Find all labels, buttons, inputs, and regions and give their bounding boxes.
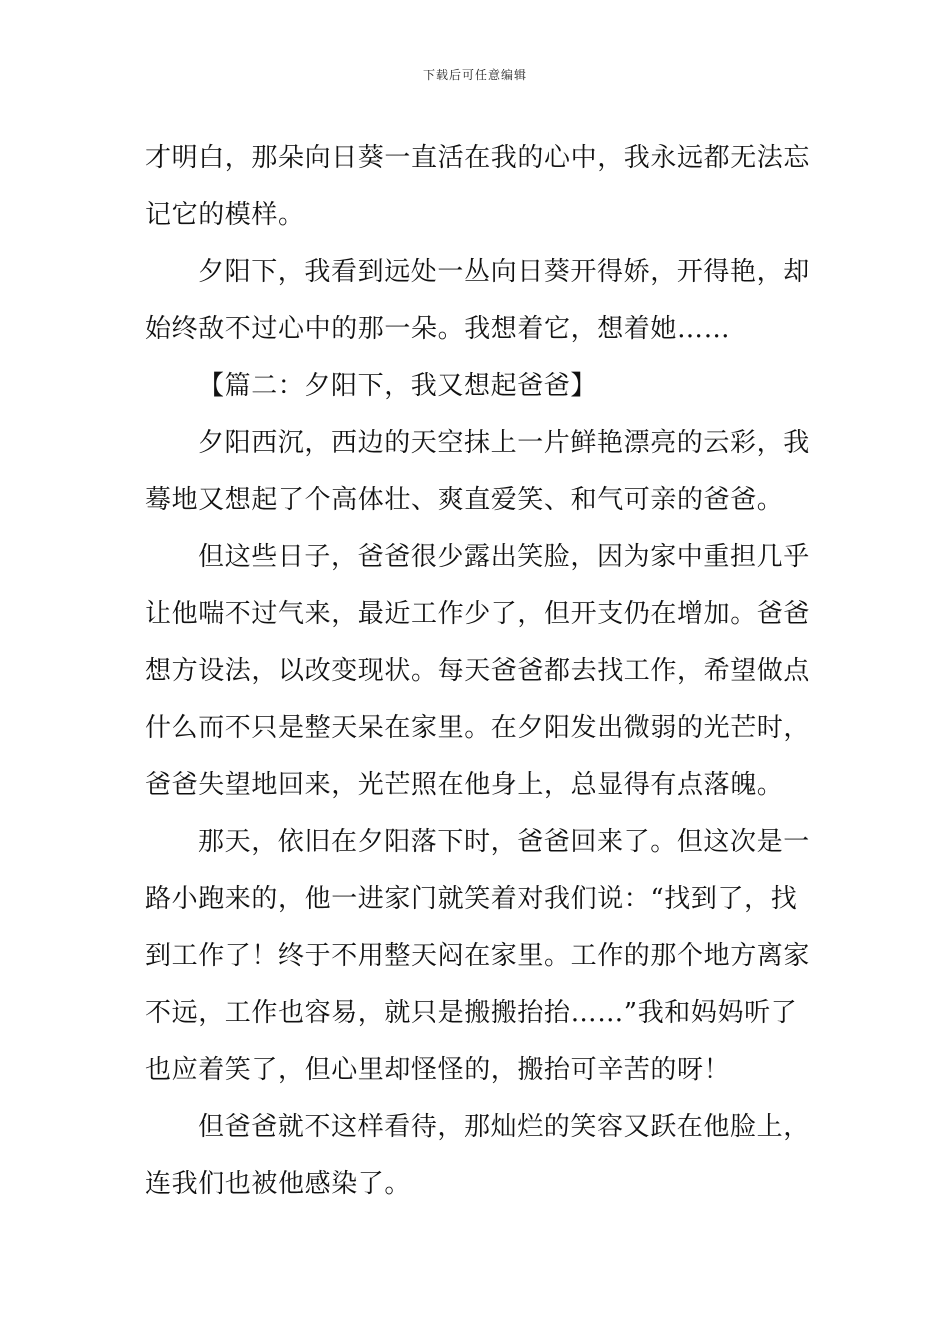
text-line: 那天，依旧在夕阳落下时，爸爸回来了。但这次是一 bbox=[198, 827, 810, 857]
text-line: 夕阳西沉，西边的天空抹上一片鲜艳漂亮的云彩，我 bbox=[198, 428, 810, 458]
text-line: 想方设法，以改变现状。每天爸爸都去找工作，希望做点 bbox=[145, 656, 811, 686]
text-line: 才明白，那朵向日葵一直活在我的心中，我永远都无法忘 bbox=[145, 143, 811, 173]
text-line: 不远，工作也容易，就只是搬搬抬抬……”我和妈妈听了 bbox=[145, 998, 798, 1028]
text-line: 什么而不只是整天呆在家里。在夕阳发出微弱的光芒时， bbox=[145, 713, 811, 743]
page-header: 下载后可任意编辑 bbox=[422, 68, 527, 82]
text-line: 始终敌不过心中的那一朵。我想着它，想着她…… bbox=[145, 314, 731, 344]
text-line: 让他喘不过气来，最近工作少了，但开支仍在增加。爸爸 bbox=[145, 599, 811, 629]
document-body bbox=[145, 130, 810, 1213]
text-line: 也应着笑了，但心里却怪怪的，搬抬可辛苦的呀！ bbox=[145, 1055, 731, 1085]
text-line: 蓦地又想起了个高体壮、爽直爱笑、和气可亲的爸爸。 bbox=[145, 485, 784, 515]
text-line: 到工作了！终于不用整天闷在家里。工作的那个地方离家 bbox=[145, 941, 811, 971]
section-title: 【篇二：夕阳下，我又想起爸爸】 bbox=[198, 371, 598, 401]
text-line: 夕阳下，我看到远处一丛向日葵开得娇，开得艳，却 bbox=[198, 257, 810, 287]
text-line: 但这些日子，爸爸很少露出笑脸，因为家中重担几乎 bbox=[198, 542, 810, 572]
text-line: 记它的模样。 bbox=[145, 200, 305, 230]
text-line: 但爸爸就不这样看待，那灿烂的笑容又跃在他脸上， bbox=[198, 1112, 810, 1142]
text-line: 路小跑来的，他一进家门就笑着对我们说：“找到了，找 bbox=[145, 884, 798, 914]
text-line: 爸爸失望地回来，光芒照在他身上，总显得有点落魄。 bbox=[145, 770, 784, 800]
text-line: 连我们也被他感染了。 bbox=[145, 1169, 412, 1199]
